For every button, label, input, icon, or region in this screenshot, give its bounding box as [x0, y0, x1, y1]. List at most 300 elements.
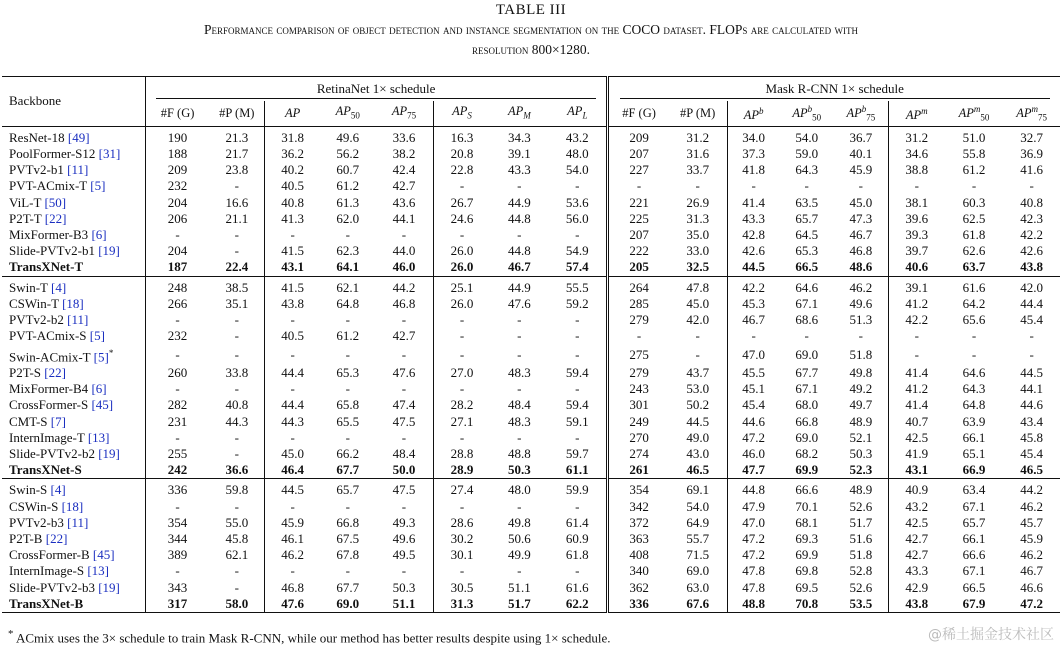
retina-cell: 44.1 — [392, 210, 416, 226]
mask-cell: - — [727, 328, 779, 344]
backbone-name: CSWin-S [18] — [9, 498, 84, 514]
retina-cell: - — [145, 312, 209, 328]
citation-link[interactable]: [18] — [61, 498, 84, 514]
mask-cell: 52.6 — [849, 579, 873, 595]
retina-cell: 36.6 — [225, 462, 249, 478]
retina-cell: - — [401, 381, 407, 397]
retina-cell: 62.1 — [225, 547, 249, 563]
mask-cell: 64.8 — [962, 397, 986, 413]
mask-cell: 55.7 — [686, 531, 710, 547]
citation-link[interactable]: [22] — [44, 365, 66, 381]
mask-cell: - — [695, 178, 700, 194]
backbone-name: TransXNet-S — [9, 462, 82, 478]
table-row — [2, 312, 1060, 328]
retina-cell: - — [517, 381, 522, 397]
mask-cell: 39.1 — [888, 276, 944, 296]
retina-cell: 26.7 — [433, 195, 491, 211]
retina-cell: - — [234, 429, 239, 445]
mask-cell: 64.3 — [962, 381, 986, 397]
retina-cell: - — [345, 563, 350, 579]
retina-cell: 65.3 — [336, 365, 360, 381]
retina-cell: 44.9 — [507, 194, 531, 210]
mask-cell: 47.2 — [727, 531, 779, 547]
retina-cell: 64.1 — [336, 259, 360, 275]
citation-link[interactable]: [6] — [91, 227, 107, 243]
mask-cell: 48.9 — [849, 413, 873, 429]
citation-link[interactable]: [6] — [91, 381, 107, 397]
mask-cell: 66.5 — [962, 579, 986, 595]
citation-link[interactable]: [4] — [51, 279, 67, 295]
mask-cell: - — [971, 328, 977, 344]
retina-cell: 42.7 — [392, 178, 416, 194]
retina-cell: 282 — [145, 397, 209, 413]
mask-cell: 52.3 — [849, 462, 873, 478]
backbone-name: TransXNet-B — [2, 596, 145, 613]
mask-cell: 275 — [608, 345, 669, 366]
retina-cell: 61.6 — [565, 579, 589, 595]
retina-cell: 21.7 — [225, 146, 249, 162]
mask-cell: 65.7 — [795, 210, 819, 226]
retina-cell: 65.5 — [336, 413, 360, 429]
mask-cell: 38.1 — [888, 195, 944, 211]
mask-cell: 48.6 — [849, 259, 873, 275]
mask-cell: 33.0 — [686, 243, 710, 259]
mask-cell: - — [888, 178, 944, 194]
mask-cell: - — [608, 178, 669, 194]
mask-cell: 68.0 — [795, 397, 819, 413]
mask-cell: 342 — [608, 499, 669, 515]
retina-cell: 54.9 — [565, 243, 589, 259]
mask-cell: - — [858, 178, 863, 194]
retina-cell: 47.6 — [265, 596, 320, 613]
retina-header-col-5: $AP_S$ — [433, 101, 491, 126]
mask-cell: 60.3 — [962, 194, 986, 210]
mask-cell: 44.4 — [1020, 295, 1044, 311]
mask-cell: 37.3 — [727, 146, 779, 162]
mask-cell: 45.8 — [1020, 429, 1044, 445]
mask-cell: 64.3 — [795, 162, 819, 178]
retina-cell: - — [517, 346, 522, 362]
backbone-name: P2T-T [22] — [9, 210, 67, 226]
mask-cell: 34.0 — [727, 126, 779, 146]
retina-cell: - — [234, 381, 239, 397]
retina-cell: 59.8 — [209, 479, 264, 499]
retina-cell: 204 — [145, 243, 209, 259]
mask-cell: 63.9 — [962, 413, 986, 429]
mask-cell: 301 — [608, 397, 669, 413]
mask-cell: 53.5 — [834, 596, 888, 613]
mask-cell: 43.3 — [727, 211, 779, 227]
mask-cell: 44.6 — [727, 414, 779, 430]
mask-cell: 274 — [608, 446, 669, 462]
mask-cell: 43.1 — [888, 462, 944, 479]
mask-cell: 41.9 — [888, 446, 944, 462]
retina-cell: - — [575, 178, 580, 194]
mask-cell: 207 — [608, 227, 669, 243]
citation-link[interactable]: [18] — [62, 295, 84, 311]
mask-cell: 49.6 — [849, 295, 873, 311]
mask-cell: 44.1 — [1020, 381, 1044, 397]
mask-cell: 47.8 — [727, 563, 779, 579]
mask-cell: 47.8 — [669, 276, 728, 296]
retina-cell: 47.5 — [375, 479, 433, 499]
retina-cell: 64.8 — [336, 295, 360, 311]
mask-cell: 45.4 — [727, 397, 779, 413]
table-row — [2, 345, 1060, 366]
backbone-name: P2T-B [22] — [9, 531, 68, 547]
backbone-name: ViL-T [50] — [9, 194, 67, 210]
retina-cell: 51.1 — [375, 596, 433, 613]
mask-cell: 41.8 — [727, 162, 779, 178]
retina-cell: 26.0 — [433, 243, 491, 259]
retina-cell: 36.2 — [265, 146, 320, 162]
retina-cell: 354 — [145, 515, 209, 531]
retina-cell: 69.0 — [320, 596, 375, 613]
mask-cell: 40.7 — [888, 414, 944, 430]
retina-cell: 21.3 — [225, 129, 249, 145]
mask-cell: 52.1 — [849, 429, 873, 445]
mask-cell: - — [727, 178, 779, 194]
retina-header-col-2: AP — [265, 101, 320, 126]
mask-cell: 51.0 — [962, 129, 986, 145]
mask-cell: 372 — [608, 515, 669, 531]
retina-cell: 56.0 — [565, 210, 589, 226]
mask-cell: 66.8 — [795, 413, 819, 429]
mask-cell: 63.0 — [686, 579, 710, 595]
mask-cell: - — [971, 178, 977, 194]
mask-cell: 207 — [608, 146, 669, 162]
citation-link[interactable]: [5] — [90, 178, 106, 194]
retina-cell: - — [345, 381, 350, 397]
mask-cell: 363 — [608, 531, 669, 547]
retinanet-header — [145, 77, 608, 102]
backbone-name: InternImage-T [13] — [9, 429, 110, 445]
backbone-name: PVT-ACmix-S [5] — [9, 328, 105, 344]
citation-link[interactable]: [31] — [98, 146, 121, 162]
mask-cell: 44.8 — [727, 479, 779, 499]
retina-cell: 26.0 — [433, 259, 491, 276]
table-row — [2, 462, 1060, 479]
retina-cell: - — [517, 563, 522, 579]
mask-cell: 354 — [608, 479, 669, 499]
retina-header-col-1: #P (M) — [219, 106, 255, 121]
mask-cell: 47.7 — [727, 462, 779, 479]
retina-cell: 62.1 — [320, 276, 375, 296]
citation-link[interactable]: [7] — [50, 413, 66, 429]
mask-cell: 68.6 — [795, 312, 819, 328]
retina-cell: - — [517, 178, 522, 194]
retina-cell: - — [401, 227, 407, 243]
retina-cell: 67.7 — [336, 579, 360, 595]
mask-cell: 69.9 — [795, 462, 819, 478]
backbone-name: PVTv2-b1 [11] — [9, 162, 89, 178]
retina-cell: - — [234, 563, 239, 579]
mask-cell: 42.8 — [727, 227, 779, 243]
mask-cell: 46.8 — [849, 243, 873, 259]
mask-header-col-3: $AP^b_{50}$ — [792, 104, 822, 123]
mask-cell: 41.6 — [1020, 162, 1044, 178]
retina-cell: 43.8 — [265, 296, 320, 312]
retina-cell: 336 — [145, 479, 209, 499]
retinanet-header-label: RetinaNet 1× schedule — [156, 80, 596, 99]
mask-cell: 227 — [608, 162, 669, 178]
retina-cell: 46.1 — [265, 531, 320, 547]
citation-link[interactable]: [5] — [93, 348, 109, 364]
mask-cell: 46.5 — [686, 462, 710, 478]
retina-cell: - — [145, 345, 209, 366]
mask-cell: 45.9 — [1020, 531, 1044, 547]
mask-cell: 36.9 — [1020, 146, 1044, 162]
mask-cell: 42.3 — [1020, 210, 1044, 226]
mask-cell: 47.3 — [849, 210, 873, 226]
retina-cell: - — [234, 328, 239, 344]
mask-cell: 222 — [608, 243, 669, 259]
mask-cell: 68.1 — [795, 514, 819, 530]
retina-cell: 24.6 — [433, 211, 491, 227]
mask-cell: 65.3 — [795, 243, 819, 259]
mask-cell: 362 — [608, 580, 669, 596]
mask-cell: 46.2 — [1020, 498, 1044, 514]
citation-link[interactable]: [49] — [67, 129, 90, 145]
mask-cell: - — [804, 328, 809, 344]
retina-cell: 26.0 — [433, 296, 491, 312]
mask-cell: 50.2 — [686, 397, 710, 413]
mask-cell: 67.1 — [962, 563, 986, 579]
retina-cell: - — [575, 563, 580, 579]
retina-cell: - — [433, 430, 491, 446]
citation-link[interactable]: [5] — [89, 328, 105, 344]
mask-cell: 65.1 — [962, 446, 986, 462]
mask-cell: 71.5 — [686, 547, 710, 563]
citation-link[interactable]: [4] — [50, 482, 66, 498]
table-row — [2, 365, 1060, 381]
backbone-name: PoolFormer-S12 [31] — [9, 146, 121, 162]
mask-cell: 279 — [608, 365, 669, 381]
retina-cell: 231 — [145, 414, 209, 430]
retina-cell: 47.4 — [392, 397, 416, 413]
results-table — [2, 76, 1060, 613]
citation-link[interactable]: [11] — [67, 312, 89, 328]
citation-link[interactable]: [22] — [44, 210, 67, 226]
table-row — [2, 580, 1060, 596]
mask-cell: 49.8 — [849, 365, 873, 381]
retina-cell: 42.7 — [392, 328, 416, 344]
retina-cell: - — [345, 429, 350, 445]
table-row — [2, 227, 1060, 243]
mask-cell: 39.3 — [888, 227, 944, 243]
retina-cell: - — [145, 563, 209, 579]
mask-cell: 209 — [608, 126, 669, 146]
retina-cell: - — [145, 381, 209, 397]
retina-cell: 55.5 — [548, 276, 608, 296]
retina-cell: 59.4 — [565, 397, 589, 413]
mask-cell: 40.6 — [888, 259, 944, 276]
table-label: TABLE III — [495, 2, 567, 18]
mask-cell: 43.3 — [888, 563, 944, 579]
citation-link[interactable]: [19] — [98, 243, 120, 259]
mask-cell: 45.7 — [1020, 514, 1044, 530]
retina-cell: 51.7 — [491, 596, 549, 613]
mask-cell: 340 — [608, 563, 669, 579]
mask-cell: 44.6 — [1020, 397, 1044, 413]
retina-cell: 44.3 — [225, 413, 249, 429]
retina-cell: 25.1 — [433, 276, 491, 296]
table-row — [2, 563, 1060, 579]
mask-cell: 46.0 — [727, 446, 779, 462]
mask-cell: 54.0 — [795, 129, 819, 145]
backbone-name: CMT-S [7] — [9, 413, 66, 429]
retina-cell: 42.4 — [392, 162, 416, 178]
watermark: @稀土掘金技术社区 — [928, 627, 1054, 643]
mask-cell: 42.2 — [727, 276, 779, 296]
citation-link[interactable]: [11] — [67, 514, 89, 530]
retina-cell: - — [401, 498, 407, 514]
mask-cell: 70.8 — [780, 596, 834, 613]
retina-cell: - — [433, 563, 491, 579]
retina-cell: 50.6 — [507, 531, 531, 547]
retina-cell: - — [345, 346, 350, 362]
retina-cell: - — [575, 381, 580, 397]
mask-cell: 32.7 — [1020, 129, 1044, 145]
retina-cell: 41.5 — [265, 276, 320, 296]
retina-cell: 40.5 — [265, 328, 320, 344]
retina-cell: 49.3 — [392, 514, 416, 530]
mask-cell: 62.6 — [962, 243, 986, 259]
mask-cell: 45.0 — [686, 295, 710, 311]
retina-cell: - — [265, 345, 320, 366]
mask-cell: 32.5 — [686, 259, 710, 275]
mask-cell: 68.2 — [795, 446, 819, 462]
mask-cell: 41.4 — [888, 365, 944, 381]
retina-cell: 39.1 — [507, 146, 531, 162]
citation-link[interactable]: [45] — [92, 547, 115, 563]
table-row — [2, 211, 1060, 227]
retina-cell: 46.7 — [507, 259, 531, 275]
retina-cell: - — [145, 227, 209, 243]
retina-cell: - — [517, 227, 522, 243]
retina-cell: 30.1 — [433, 547, 491, 563]
backbone-name: CrossFormer-B [45] — [9, 547, 115, 563]
citation-link[interactable]: [22] — [45, 531, 68, 547]
retina-cell: 22.4 — [225, 259, 249, 275]
citation-link[interactable]: [19] — [98, 446, 120, 462]
mask-cell: 44.5 — [727, 259, 779, 276]
retina-cell: - — [345, 312, 350, 328]
retina-cell: - — [265, 381, 320, 397]
mask-cell: 51.8 — [849, 547, 873, 563]
retina-cell: 50.3 — [392, 579, 416, 595]
mask-cell: 65.6 — [962, 312, 986, 328]
retina-cell: - — [517, 328, 522, 344]
retina-cell: 27.1 — [433, 414, 491, 430]
retina-cell: 67.5 — [336, 531, 360, 547]
footnote-text: ACmix uses the 3× schedule to train Mask R-CNN, while our method has better results despite using 1× schedule. — [15, 630, 611, 646]
mask-cell: 38.8 — [888, 162, 944, 178]
table-row — [2, 162, 1060, 178]
mask-cell: 52.6 — [849, 498, 873, 514]
retina-cell: 47.5 — [392, 413, 416, 429]
mask-cell: 64.9 — [686, 514, 710, 530]
table-row — [2, 397, 1060, 413]
retina-cell: 40.8 — [225, 397, 249, 413]
mask-cell: 46.7 — [1020, 563, 1044, 579]
mask-cell: 61.6 — [945, 276, 1004, 296]
retina-cell: 59.7 — [565, 446, 589, 462]
retina-cell: 66.8 — [336, 514, 360, 530]
citation-link[interactable]: [11] — [67, 162, 89, 178]
mask-cell: 42.6 — [1020, 243, 1044, 259]
retina-cell: 43.1 — [265, 259, 320, 276]
retina-cell: 43.6 — [392, 194, 416, 210]
retina-cell: 28.2 — [433, 397, 491, 413]
mask-cell: - — [608, 328, 669, 344]
citation-link[interactable]: [45] — [91, 397, 114, 413]
mask-cell: - — [804, 178, 809, 194]
retina-cell: - — [234, 579, 239, 595]
mask-cell: 31.2 — [686, 129, 710, 145]
mask-cell: 48.9 — [834, 479, 888, 499]
table-row — [2, 515, 1060, 531]
mask-cell: 39.7 — [888, 243, 944, 259]
citation-link[interactable]: [50] — [44, 194, 67, 210]
mask-cell: 42.9 — [888, 580, 944, 596]
mask-header-col-5: $AP^m$ — [888, 101, 944, 126]
retina-cell: 31.3 — [433, 596, 491, 613]
mask-cell: 43.8 — [888, 596, 944, 613]
mask-cell: 59.0 — [795, 146, 819, 162]
retina-cell: 57.4 — [565, 259, 589, 275]
retina-cell: 49.6 — [336, 129, 360, 145]
citation-link[interactable]: [19] — [98, 579, 120, 595]
mask-cell: 67.1 — [795, 381, 819, 397]
retina-cell: 389 — [145, 547, 209, 563]
mask-cell: 336 — [608, 596, 669, 613]
mask-cell: 45.3 — [727, 296, 779, 312]
retina-cell: - — [517, 429, 522, 445]
citation-link[interactable]: [13] — [87, 429, 110, 445]
retina-cell: 33.8 — [225, 365, 249, 381]
mask-cell: 31.3 — [686, 210, 710, 226]
mask-cell: - — [695, 346, 700, 362]
retina-cell: 44.8 — [507, 210, 531, 226]
header-row-1 — [2, 77, 1060, 102]
mask-cell: 42.2 — [888, 312, 944, 328]
mask-cell: 53.0 — [686, 381, 710, 397]
mask-cell: 62.5 — [962, 210, 986, 226]
mask-cell: 63.7 — [962, 259, 986, 275]
retina-cell: 40.8 — [265, 195, 320, 211]
mask-cell: 45.5 — [727, 365, 779, 381]
mask-cell: 270 — [608, 430, 669, 446]
retina-cell: 44.2 — [375, 276, 433, 296]
retina-cell: 27.4 — [433, 479, 491, 499]
retina-cell: 33.6 — [392, 129, 416, 145]
mask-cell: 43.4 — [1020, 413, 1044, 429]
backbone-name: MixFormer-B4 [6] — [9, 381, 107, 397]
mask-cell: 40.8 — [1020, 194, 1044, 210]
mask-cell: 42.6 — [727, 243, 779, 259]
table-row — [2, 547, 1060, 563]
backbone-name: PVTv2-b3 [11] — [9, 514, 89, 530]
maskrcnn-header-label: Mask R-CNN 1× schedule — [620, 80, 1050, 99]
retina-cell: - — [517, 312, 522, 328]
citation-link[interactable]: [13] — [87, 563, 110, 579]
mask-cell: 42.7 — [888, 547, 944, 563]
retina-cell: 49.5 — [392, 547, 416, 563]
mask-cell: 69.0 — [686, 563, 710, 579]
retina-cell: 48.4 — [392, 446, 416, 462]
mask-cell: 69.3 — [795, 531, 819, 547]
